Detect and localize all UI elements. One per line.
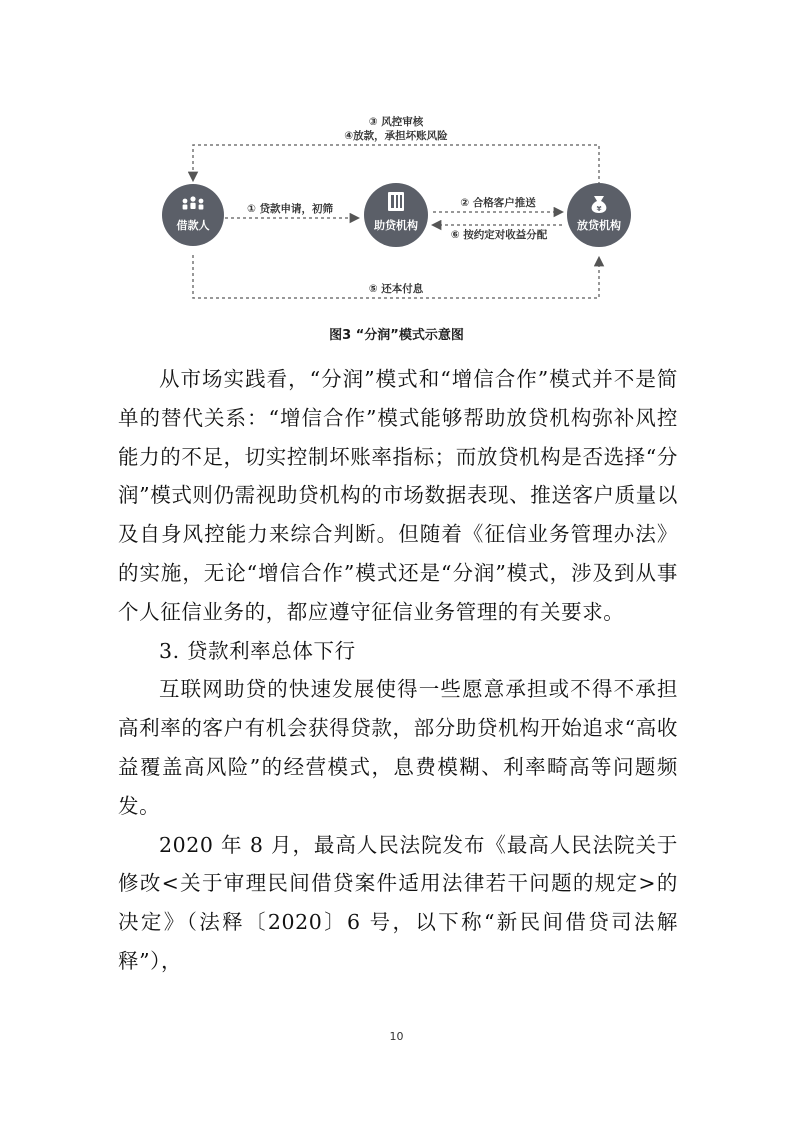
risk-review-label: ③ 风控审核 <box>368 116 424 128</box>
share-label: ⑥ 按约定对收益分配 <box>450 229 548 241</box>
body-text <box>118 360 678 981</box>
business-model-diagram <box>0 0 793 330</box>
risk-control-loan-arrow <box>193 145 599 185</box>
lender-node <box>567 183 631 247</box>
borrower-node <box>162 184 224 246</box>
lender-label: 放贷机构 <box>577 219 621 232</box>
apply-label: ① 贷款申请，初筛 <box>246 203 334 215</box>
section-heading: 3. 贷款利率总体下行 <box>159 638 356 663</box>
platform-label: 助贷机构 <box>374 219 418 232</box>
paragraph: 2020 年 8 月，最高人民法院发布《最高人民法院关于修改<关于审理民间借贷案件适用法律若干问题的规定>的决定》（法释〔2020〕6 号，以下称“新民间借贷司法解释”）， <box>118 832 678 973</box>
loan-release-label: ④放款，承担坏账风险 <box>344 130 448 142</box>
borrower-label: 借款人 <box>176 219 210 232</box>
platform-node <box>364 183 428 247</box>
svg-text:¥: ¥ <box>596 205 602 213</box>
push-label: ② 合格客户推送 <box>460 197 536 209</box>
building-icon <box>388 192 404 211</box>
figure-caption: 图3 “分润”模式示意图 <box>329 328 464 343</box>
paragraph: 从市场实践看，“分润”模式和“增信合作”模式并不是简单的替代关系：“增信合作”模式能够帮助放贷机构弥补风控能力的不足，切实控制坏账率指标；而放贷机构是否选择“分润”模式则仍需视助贷机构的市场数据表现、推送客户质量以及自身风控能力来综合判断。但随着《征信业务管理办法》的实施，无论“增信合作”模式还是“分润”模式，涉及到从事个人征信业务的，都应遵守征信业务管理的有关要求。 <box>118 367 678 624</box>
repay-label: ⑤ 还本付息 <box>368 283 424 295</box>
page-number: 10 <box>389 1030 404 1043</box>
paragraph: 互联网助贷的快速发展使得一些愿意承担或不得不承担高利率的客户有机会获得贷款，部分助贷机构开始追求“高收益覆盖高风险”的经营模式，息费模糊、利率畸高等问题频发。 <box>118 677 678 818</box>
